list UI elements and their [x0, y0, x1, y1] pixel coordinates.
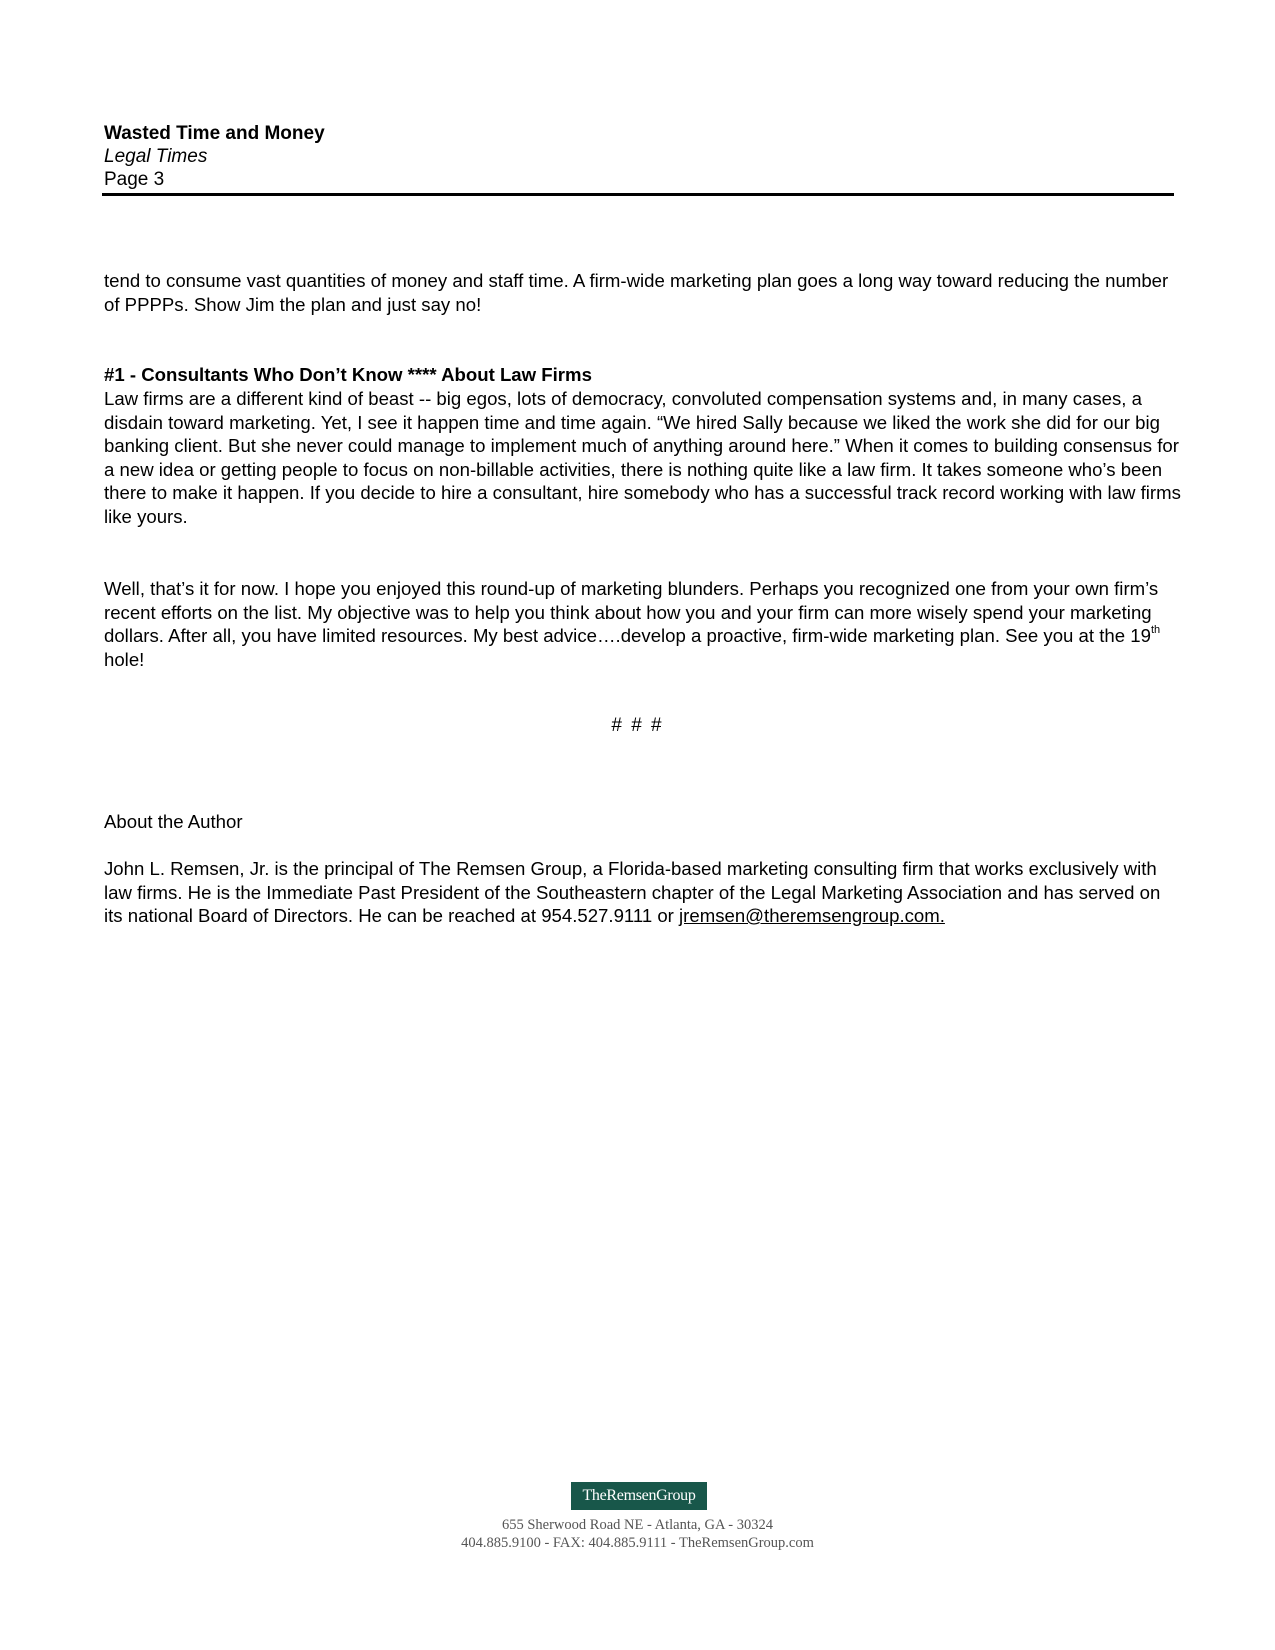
author-bio-text: John L. Remsen, Jr. is the principal of The Remsen Group, a Florida-based marketing consulting firm that works exclusively with law firms. He is the Immediate Past President of the Southeastern chapter of the Legal Marketing Association and has served on its national Board of Directors. He can be reached at 954.527.9111 or — [104, 858, 1161, 926]
header-rule — [102, 193, 1174, 196]
closing-text: Well, that’s it for now. I hope you enjoyed this round-up of marketing blunders. Perhaps you recognized one from your own firm’s recent efforts on the list. My objective was to help you think about how you and your firm can more wisely spend your marketing dollars. After all, you have limited resources. My best advice….develop a proactive, firm-wide marketing plan. See you at the 19 — [104, 578, 1159, 646]
email-link[interactable]: jremsen@theremsengroup.com. — [679, 905, 945, 926]
article-title: Wasted Time and Money — [104, 123, 325, 144]
footer-address: 655 Sherwood Road NE - Atlanta, GA - 30324 — [501, 1517, 774, 1533]
closing-text-end: hole! — [104, 648, 145, 670]
closing-paragraph — [104, 577, 1184, 671]
end-marker: # # # — [611, 715, 664, 736]
publication-name: Legal Times — [104, 146, 208, 167]
company-logo: TheRemsenGroup — [571, 1482, 707, 1510]
section-heading: #1 - Consultants Who Don’t Know **** About Law Firms — [104, 364, 592, 385]
page-header — [104, 122, 1174, 191]
about-author-heading: About the Author — [104, 811, 243, 832]
paragraph-continuation: tend to consume vast quantities of money and staff time. A firm-wide marketing plan goes a long way toward reducing the number of PPPPs. Show Jim the plan and just say no! — [104, 270, 1169, 315]
ordinal-suffix: th — [1150, 624, 1161, 636]
footer-contact: 404.885.9100 - FAX: 404.885.9111 - TheRemsenGroup.com — [461, 1535, 814, 1551]
author-bio — [104, 857, 1184, 928]
section-paragraph: Law firms are a different kind of beast -- big egos, lots of democracy, convoluted compensation systems and, in many cases, a disdain toward marketing. Yet, I see it happen time and time again. “We hired Sally because we liked the work she did for our big banking client. But she never could manage to implement much of anything around here.” When it comes to building consensus for a new idea or getting people to focus on non-billable activities, there is nothing quite like a law firm. It takes someone who’s been there to make it happen. If you decide to hire a consultant, hire somebody who has a successful track record working with law firms like yours. — [104, 388, 1181, 527]
page-number: Page 3 — [104, 169, 165, 190]
